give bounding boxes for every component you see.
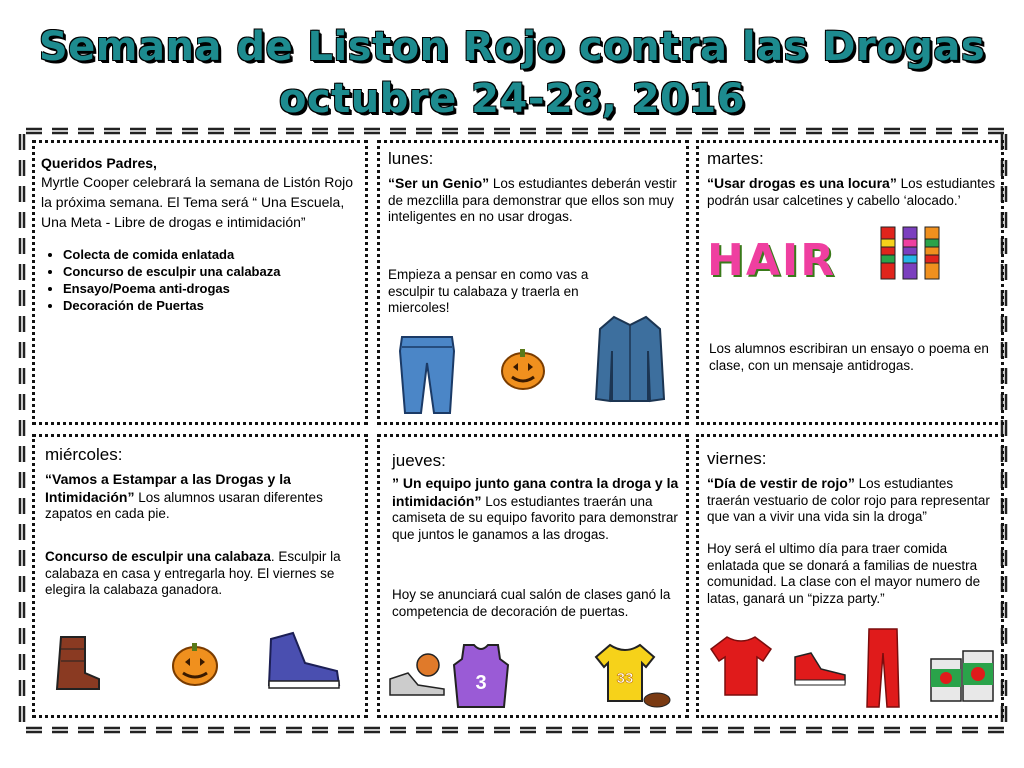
page-title: Semana de Liston Rojo contra las Drogas xyxy=(38,24,986,70)
viernes-box xyxy=(696,434,1004,718)
jueves-desc: Los estudiantes traerán una camiseta de su equipo favorito para demonstrar que juntos le ganamos a las drogas. xyxy=(392,493,678,542)
lunes-desc: Los estudiantes deberán vestir de mezclilla para demonstrar que ellos son muy inteligentes en no usar drogas. xyxy=(388,176,677,224)
lunes-heading: lunes: xyxy=(388,149,434,168)
miercoles-box xyxy=(32,434,368,718)
football-icon xyxy=(642,691,672,709)
martes-note: Los alumnos escribiran un ensayo o poema en clase, con un mensaje antidrogas. xyxy=(709,341,989,373)
pumpkin-icon xyxy=(169,637,221,689)
martes-desc: Los estudiantes podrán usar calcetines y cabello ‘alocado.’ xyxy=(707,176,996,208)
lunes-box xyxy=(377,140,689,425)
crazy-socks-icon xyxy=(875,225,947,295)
boot-icon xyxy=(51,633,103,695)
miercoles-contest-desc: . Esculpir la calabaza en casa y entregarla hoy. El viernes se elegira la calabaza ganadora. xyxy=(45,549,341,597)
jueves-theme: ” Un equipo junto gana contra la droga y la intimidación” xyxy=(392,475,679,509)
list-item: • Ensayo/Poema anti-drogas xyxy=(63,280,359,297)
miercoles-desc: Los alumnos usaran diferentes zapatos en cada pie. xyxy=(45,489,323,521)
miercoles-contest-title: Concurso de esculpir una calabaza xyxy=(45,549,271,564)
canned-food-icon xyxy=(927,643,999,707)
list-item: • Decoración de Puertas xyxy=(63,297,359,314)
martes-theme: “Usar drogas es una locura” xyxy=(707,175,897,191)
page-subtitle-date: octubre 24-28, 2016 xyxy=(278,76,746,122)
miercoles-theme: “Vamos a Estampar a las Drogas y la Intimidación” xyxy=(45,471,291,505)
activity-list xyxy=(41,246,359,314)
jueves-note: Hoy se anunciará cual salón de clases ganó la competencia de decoración de puertas. xyxy=(392,587,671,619)
list-item: • Concurso de esculpir una calabaza xyxy=(63,263,359,280)
sneaker-icon xyxy=(263,629,343,693)
letter-greeting: Queridos Padres, xyxy=(41,155,157,171)
viernes-desc: Los estudiantes traerán vestuario de color rojo para representar que van a vivir una vida sin la droga” xyxy=(707,476,990,524)
letter-box xyxy=(32,140,368,425)
jersey-number: 33 xyxy=(616,670,634,687)
pumpkin-icon xyxy=(498,343,548,393)
viernes-note: Hoy será el ultimo día para traer comida enlatada que se donará a familias de nuestra comunidad. La clase con el mayor numero de latas, ganará un “pizza party.” xyxy=(707,541,981,606)
jueves-heading: jueves: xyxy=(392,451,446,470)
denim-jacket-icon xyxy=(594,311,666,405)
hair-graphic: HAIR xyxy=(707,235,837,286)
lunes-note: Empieza a pensar en como vas a esculpir tu calabaza y traerla en miercoles! xyxy=(388,267,589,315)
list-item: • Colecta de comida enlatada xyxy=(63,246,359,263)
jersey-icon xyxy=(450,643,512,711)
letter-body: Myrtle Cooper celebrará la semana de Listón Rojo la próxima semana. El Tema será “ Una Escuela, Una Meta - Libre de drogas e intimidación” xyxy=(41,173,354,230)
jueves-box xyxy=(377,434,689,718)
jeans-icon xyxy=(394,333,460,417)
jersey-number: 3 xyxy=(475,672,487,694)
martes-box xyxy=(696,140,1004,425)
lunes-theme: “Ser un Genio” xyxy=(388,175,490,191)
viernes-heading: viernes: xyxy=(707,449,767,468)
viernes-theme: “Día de vestir de rojo” xyxy=(707,475,855,491)
red-shirt-icon xyxy=(709,633,773,699)
basketball-shoes-icon xyxy=(388,651,446,697)
martes-heading: martes: xyxy=(707,149,764,168)
red-pants-icon xyxy=(863,627,903,711)
miercoles-heading: miércoles: xyxy=(45,445,123,464)
red-sneaker-icon xyxy=(791,647,849,689)
